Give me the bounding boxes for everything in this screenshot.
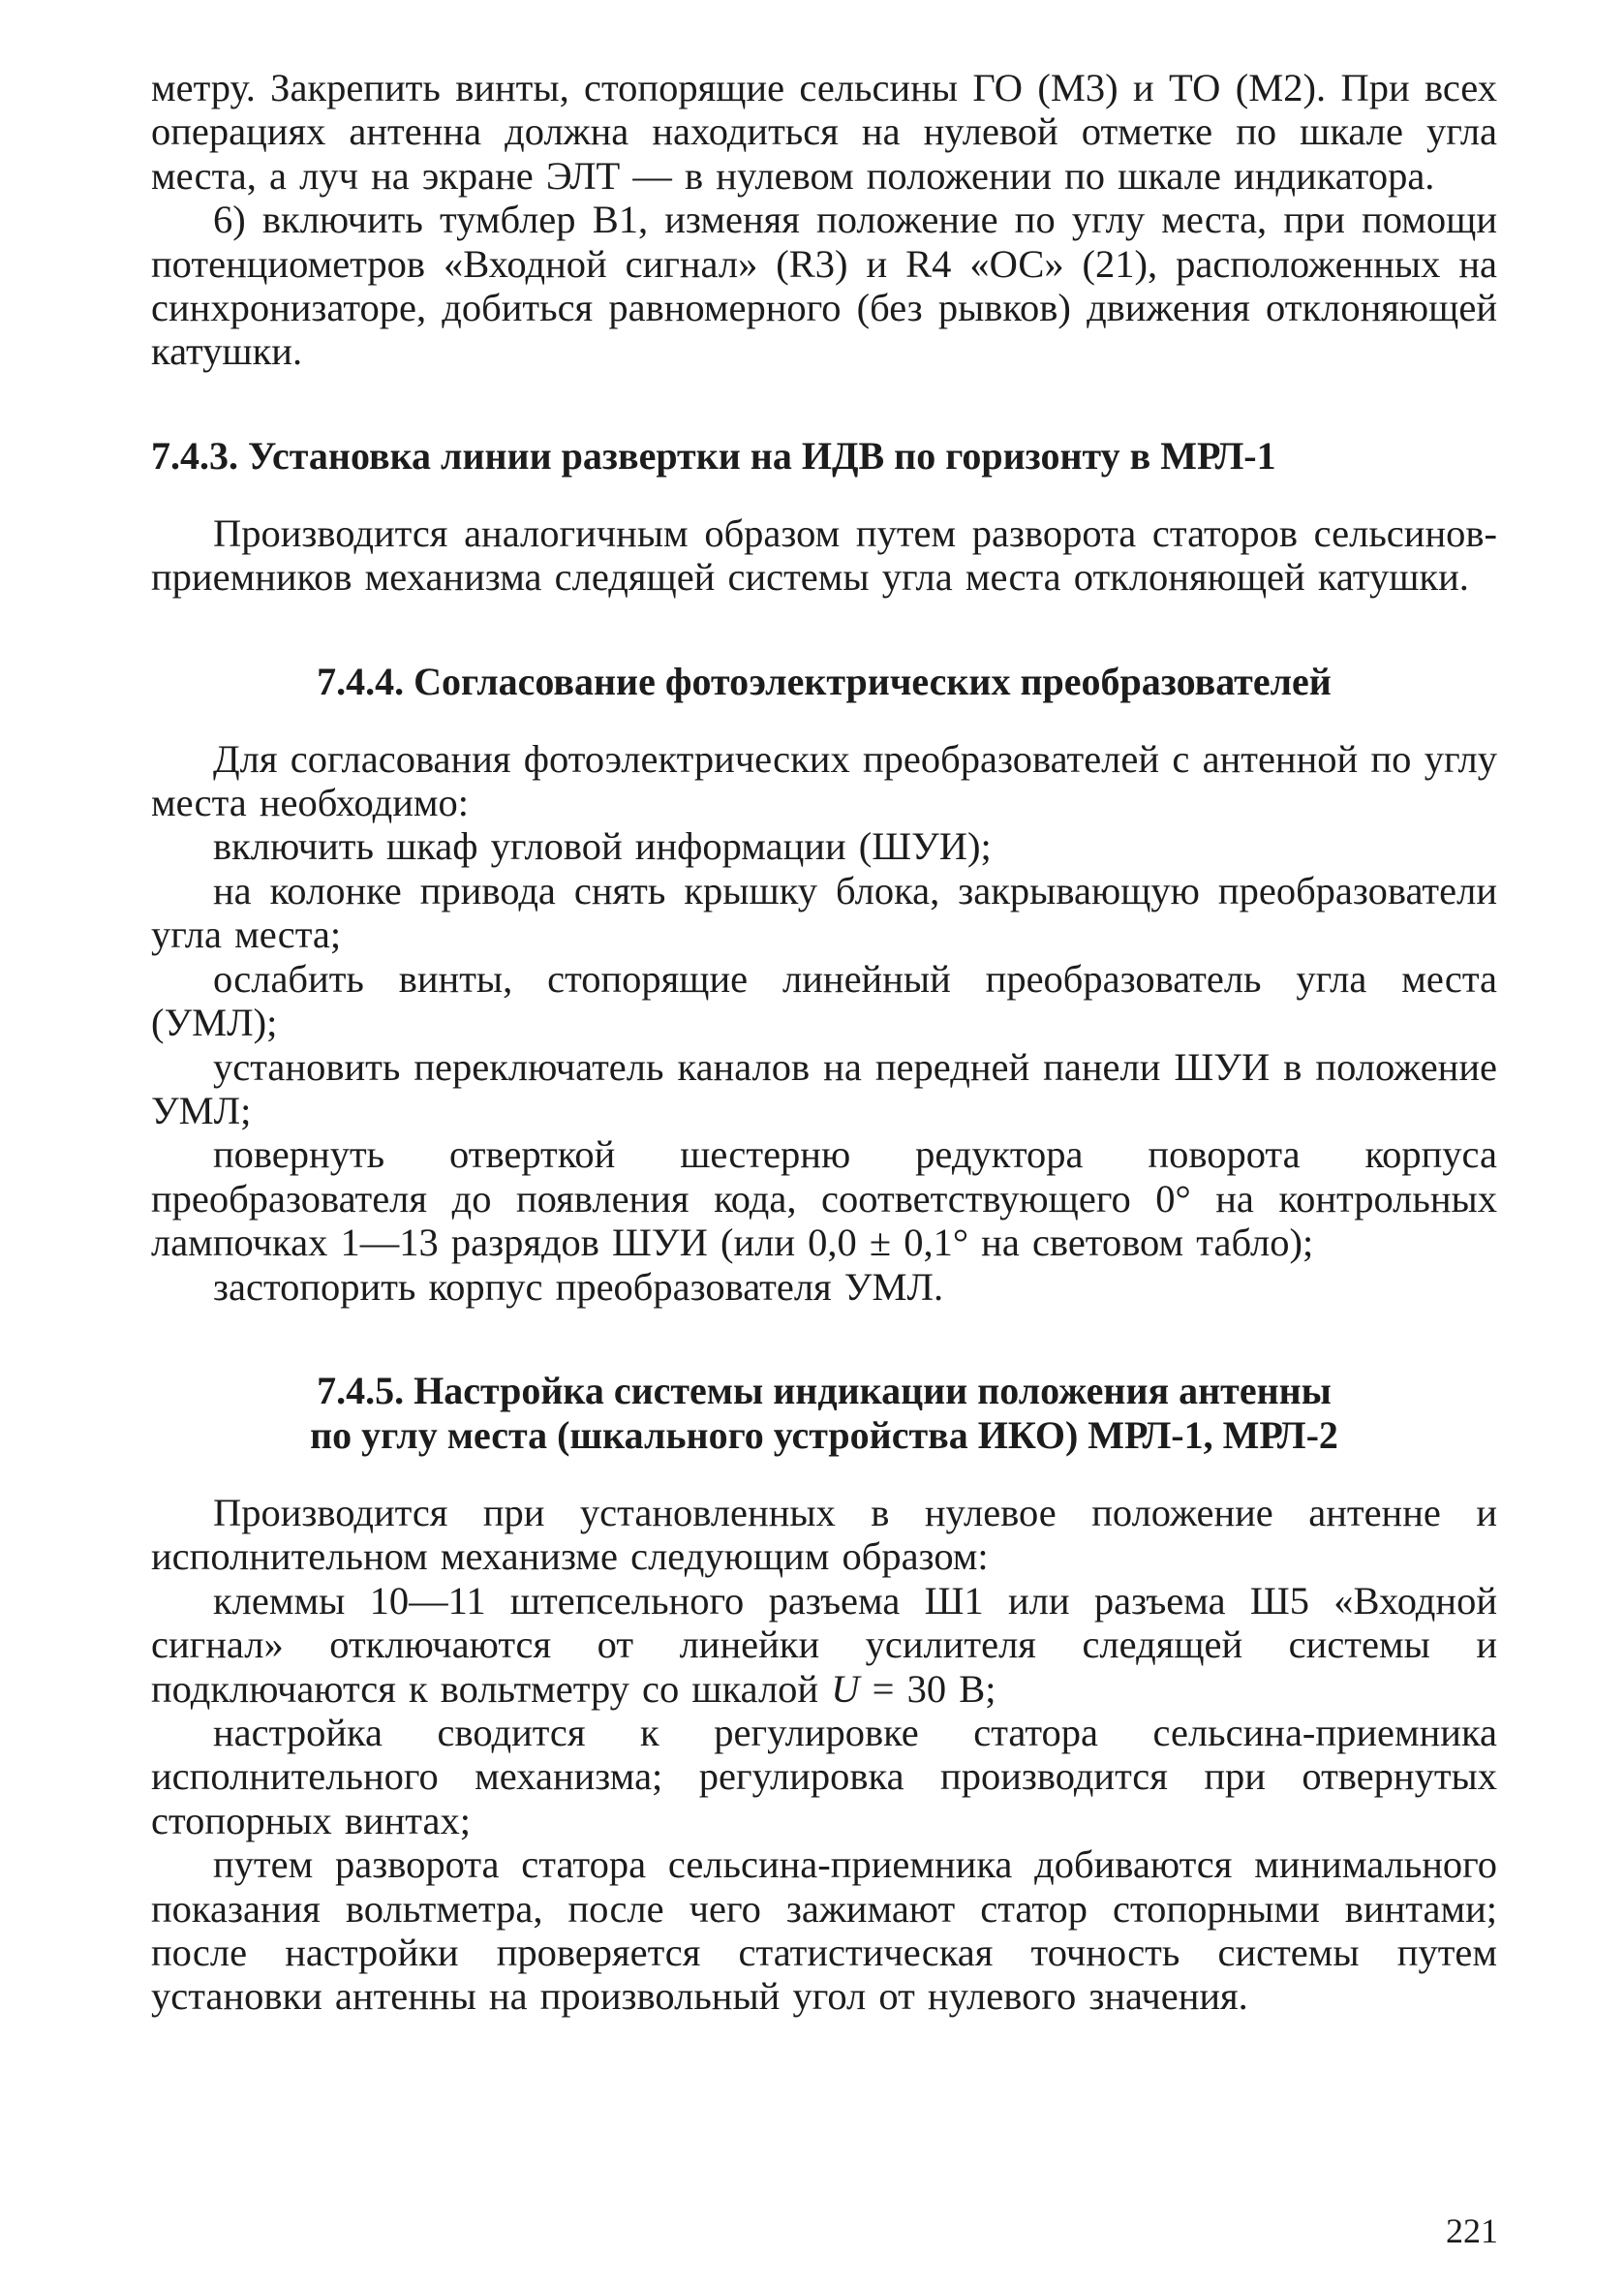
paragraph: Для согласования фотоэлектрических преобразователей с антенной по углу места необходимо: <box>151 736 1497 825</box>
paragraph: Производится при установленных в нулевое положение антенне и исполнительном механизме следующим образом: <box>151 1490 1497 1579</box>
section-heading-7-4-4: 7.4.4. Согласование фотоэлектрических преобразователей <box>317 659 1332 703</box>
paragraph-step-6: 6) включить тумблер В1, изменяя положение по углу места, при помощи потенциометров «Входной сигнал» (R3) и R4 «ОС» (21), расположенных на синхронизаторе, добиться равномерного (без рывков) движения отклоняющей катушки. <box>151 198 1497 374</box>
list-item-terminals <box>151 1579 1497 1711</box>
page-content <box>151 66 1497 2019</box>
list-item: на колонке привода снять крышку блока, закрывающую преобразователи угла места; <box>151 868 1497 957</box>
list-item: путем разворота статора сельсина-приемника добиваются минимального показания вольтметра, после чего зажимают статор стопорными винтами; после настройки проверяется статистическая точность системы путем установки антенны на произвольный угол от нулевого значения. <box>151 1842 1497 2019</box>
terminals-text: клеммы 10—11 штепсельного разъема Ш1 или разъема Ш5 «Входной сигнал» отключаются от линейки усилителя следящей системы и подключаются к вольтметру со шкалой <box>151 1578 1497 1711</box>
list-item: включить шкаф угловой информации (ШУИ); <box>213 824 992 869</box>
list-item: повернуть отверткой шестерню редуктора поворота корпуса преобразователя до появления кода, соответствующего 0° на контрольных лампочках 1—13 разрядов ШУИ (или 0,0 ± 0,1° на световом табло); <box>151 1132 1497 1265</box>
voltage-symbol: U <box>831 1666 860 1711</box>
list-item: застопорить корпус преобразователя УМЛ. <box>213 1264 944 1309</box>
page-number: 221 <box>1446 2211 1498 2250</box>
section-heading-7-4-5-line-1: 7.4.5. Настройка системы индикации положения антенны <box>317 1368 1332 1412</box>
section-heading-7-4-5-line-2: по углу места (шкального устройства ИКО) МРЛ-1, МРЛ-2 <box>310 1412 1338 1457</box>
paragraph: Производится аналогичным образом путем разворота статоров сельсинов-приемников механизма следящей системы угла места отклоняющей катушки. <box>151 510 1497 600</box>
section-heading-7-4-3: 7.4.3. Установка линии развертки на ИДВ по горизонту в МРЛ-1 <box>151 433 1276 478</box>
paragraph-continuation: метру. Закрепить винты, стопорящие сельсины ГО (М3) и ТО (М2). При всех операциях антенна должна находиться на нулевой отметке по шкале угла места, а луч на экране ЭЛТ — в нулевом положении по шкале индикатора. <box>151 66 1497 198</box>
terminals-text-end: = 30 В; <box>859 1666 996 1711</box>
list-item: установить переключатель каналов на передней панели ШУИ в положение УМЛ; <box>151 1044 1497 1132</box>
list-item: настройка сводится к регулировке статора сельсина-приемника исполнительного механизма; регулировка производится при отвернутых стопорных винтах; <box>151 1710 1497 1842</box>
list-item: ослабить винты, стопорящие линейный преобразователь угла места (УМЛ); <box>151 956 1497 1045</box>
